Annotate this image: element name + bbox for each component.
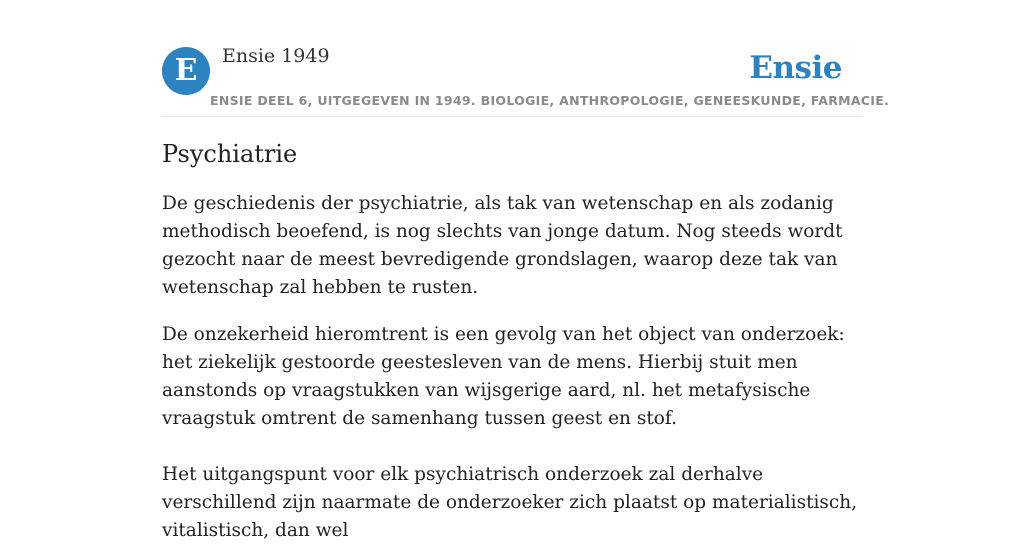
ensie-logo-icon[interactable]: E (162, 47, 210, 95)
paragraph: Het uitgangspunt voor elk psychiatrisch onderzoek zal derhalve verschillend zijn naarmate de onderzoeker zich plaatst op materialistisch, vitalistisch, dan wel (162, 464, 858, 541)
site-subtitle: ENSIE DEEL 6, UITGEGEVEN IN 1949. BIOLOGIE, ANTHROPOLOGIE, GENEESKUNDE, FARMACIE. (210, 93, 890, 108)
page-title: Psychiatrie (162, 140, 298, 168)
paragraph: De geschiedenis der psychiatrie, als tak van wetenschap en als zodanig methodisch beoefend, is nog slechts van jonge datum. Nog steeds wordt gezocht naar de meest bevredigende grondslagen, waarop deze tak van wetenschap zal hebben te rusten. (162, 193, 843, 298)
site-header (162, 0, 890, 117)
site-title-link[interactable]: Ensie 1949 (222, 45, 330, 67)
article (162, 138, 862, 545)
brand-logo-link[interactable]: Ensie (749, 50, 842, 86)
paragraph: De onzekerheid hieromtrent is een gevolg van het object van onderzoek: het ziekelijk gestoorde geestesleven van de mens. Hierbij stuit men aanstonds op vraagstukken van wijsgerige aard, nl. het metafysische vraagstuk omtrent de samenhang tussen geest en stof. (162, 324, 845, 429)
